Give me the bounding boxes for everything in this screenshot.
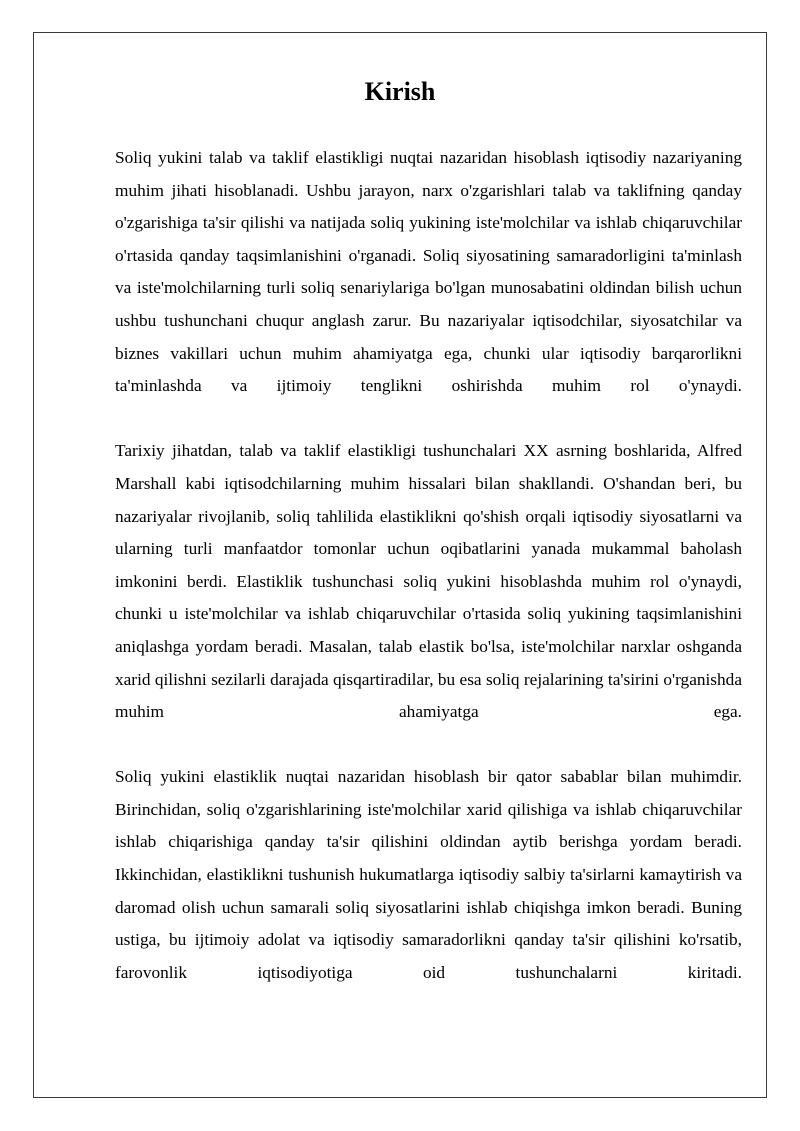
- document-title: Kirish: [364, 77, 436, 106]
- paragraph-introduction: Soliq yukini talab va taklif elastikligi nuqtai nazaridan hisoblash iqtisodiy nazariyaning muhim jihati hisoblanadi. Ushbu jarayon, narx o'zgarishlari talab va taklifning qanday o'zgarishiga ta'sir qilishi va natijada soliq yukining iste'molchilar va ishlab chiqaruvchilar o'rtasida qanday taqsimlanishini o'rganadi. Soliq siyosatining samaradorligini ta'minlash va iste'molchilarning turli soliq senariylariga bo'lgan munosabatini oldindan bilish uchun ushbu tushunchani chuqur anglash zarur. Bu nazariyalar iqtisodchilar, siyosatchilar va biznes vakillari uchun muhim ahamiyatga ega, chunki ular iqtisodiy barqarorlikni ta'minlashda va ijtimoiy tenglikni oshirishda muhim rol o'ynaydi.: [115, 148, 742, 396]
- paragraph-importance: Soliq yukini elastiklik nuqtai nazaridan hisoblash bir qator sabablar bilan muhimdir. Birinchidan, soliq o'zgarishlarining iste'molchilar xarid qilishiga va ishlab chiqaruvchilar ishlab chiqarishiga qanday ta'sir qilishini oldindan aytib berishga yordam beradi. Ikkinchidan, elastiklikni tushunish hukumatlarga iqtisodiy salbiy ta'sirlarni kamaytirish va daromad olish uchun samarali soliq siyosatlarini ishlab chiqishga imkon beradi. Buning ustiga, bu ijtimoiy adolat va iqtisodiy samaradorlikni qanday ta'sir qilishini ko'rsatib, farovonlik iqtisodiyotiga oid tushunchalarni kiritadi.: [115, 767, 742, 982]
- paragraph-history: Tarixiy jihatdan, talab va taklif elastikligi tushunchalari XX asrning boshlarida, Alfred Marshall kabi iqtisodchilarning muhim hissalari bilan shakllandi. O'shandan beri, bu nazariyalar rivojlanib, soliq tahlilida elastiklikni qo'shish orqali iqtisodiy siyosatlarni va ularning turli manfaatdor tomonlar uchun oqibatlarini yanada mukammal baholash imkonini berdi. Elastiklik tushunchasi soliq yukini hisoblashda muhim rol o'ynaydi, chunki u iste'molchilar va ishlab chiqaruvchilar o'rtasida soliq yukining taqsimlanishini aniqlashga yordam beradi. Masalan, talab elastik bo'lsa, iste'molchilar narxlar oshganda xarid qilishni sezilarli darajada qisqartiradilar, bu esa soliq rejalarining ta'sirini o'rganishda muhim ahamiyatga ega.: [115, 441, 742, 722]
- document-body: [115, 142, 742, 989]
